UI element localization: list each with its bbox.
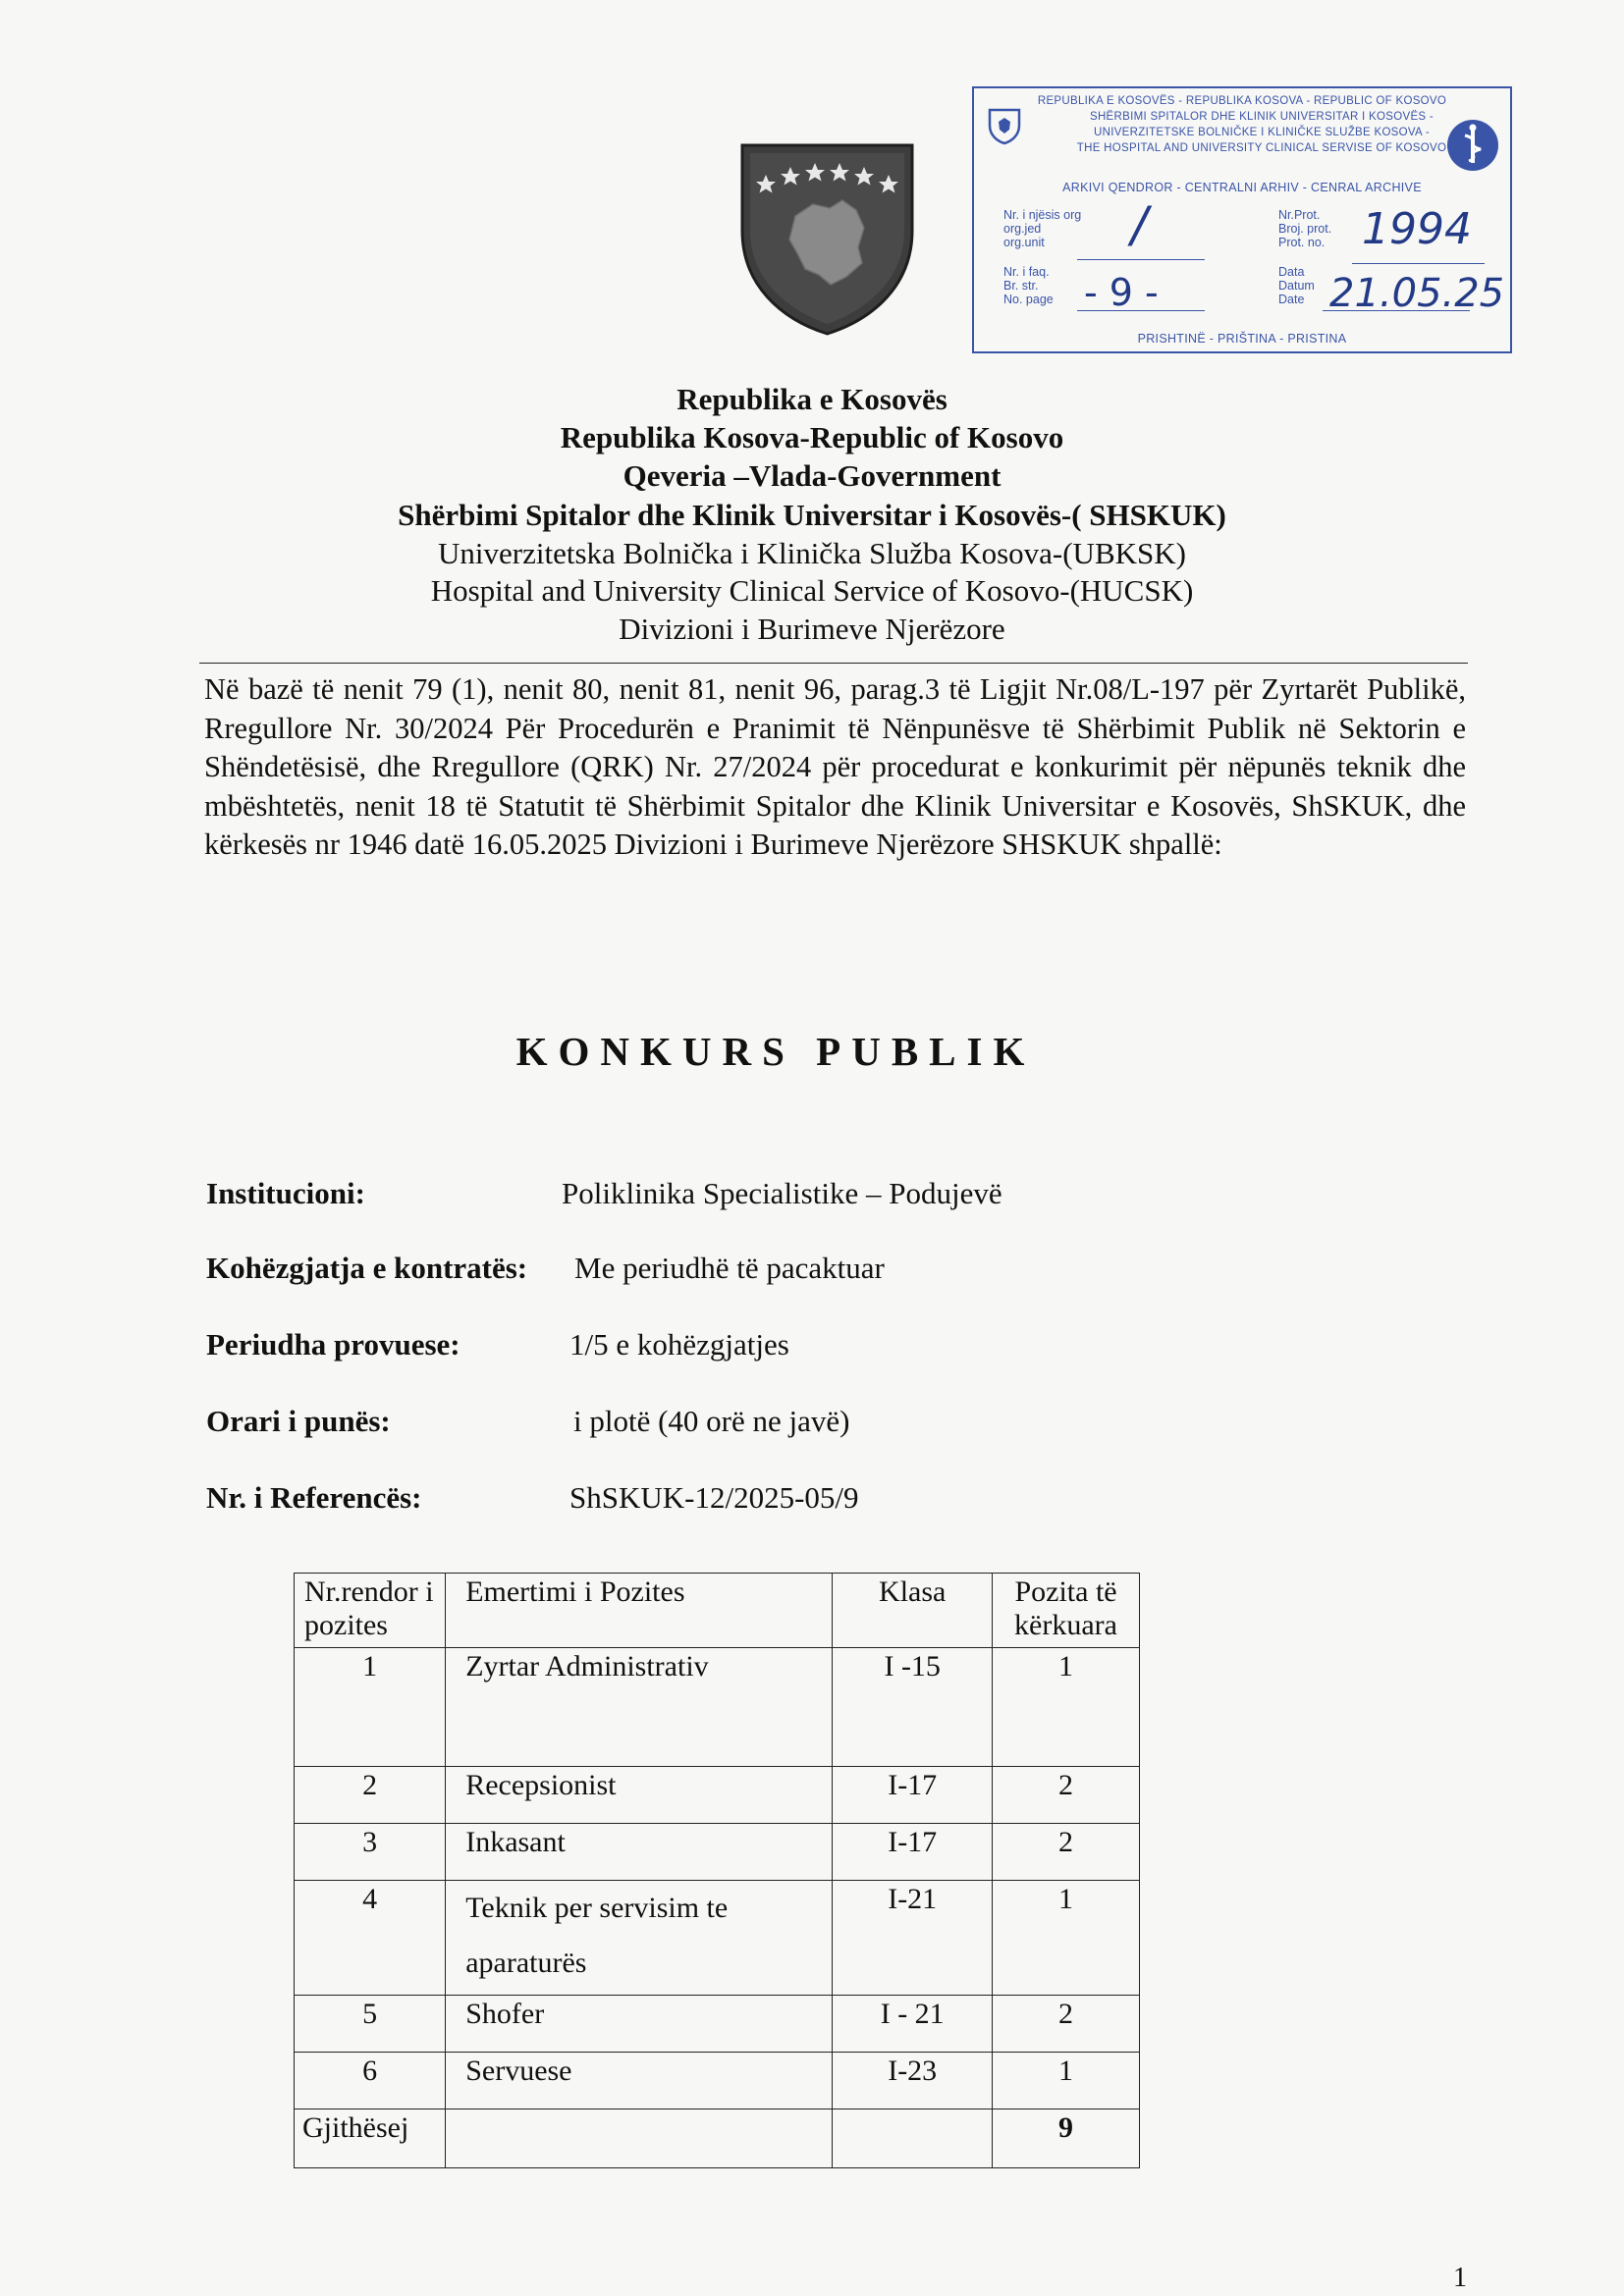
col-header-nr: Nr.rendor i pozites: [295, 1574, 446, 1648]
stamp-page-label-2: Br. str.: [1003, 279, 1039, 293]
stamp-bottom-line: PRISHTINË - PRIŠTINA - PRISTINA: [1137, 332, 1347, 346]
work-hours-label: Orari i punës:: [206, 1404, 391, 1438]
total-label: Gjithësej: [295, 2109, 446, 2168]
stamp-org-label-3: org.unit: [1003, 236, 1045, 249]
total-empty-cell: [833, 2109, 993, 2168]
institution-label: Institucioni:: [206, 1176, 365, 1210]
col-header-count: Pozita të kërkuara: [993, 1574, 1140, 1648]
header-division: Divizioni i Burimeve Njerëzore: [619, 612, 1005, 646]
stamp-date-label-2: Datum: [1278, 279, 1315, 293]
row-nr: 5: [295, 1996, 446, 2053]
row-position-name: Recepsionist: [446, 1767, 833, 1824]
header-government: Qeveria –Vlada-Government: [623, 458, 1001, 493]
row-count: 2: [993, 1824, 1140, 1881]
table-row: [295, 2053, 1140, 2109]
row-class: I -15: [833, 1648, 993, 1767]
stamp-line-1: REPUBLIKA E KOSOVËS - REPUBLIKA KOSOVA - REPUBLIC OF KOSOVO: [1037, 95, 1447, 107]
stamp-emblem-icon: [988, 108, 1021, 145]
stamp-page-label-1: Nr. i faq.: [1003, 265, 1050, 279]
row-class: I-17: [833, 1767, 993, 1824]
row-count: 2: [993, 1767, 1140, 1824]
stamp-prot-underline: [1352, 263, 1485, 264]
header-country: Republika e Kosovës: [677, 382, 947, 416]
reference-value: ShSKUK-12/2025-05/9: [569, 1480, 859, 1515]
stamp-date-label-1: Data: [1278, 265, 1305, 279]
positions-table: [294, 1573, 1140, 2168]
stamp-prot-value: 1994: [1362, 204, 1472, 254]
row-nr: 6: [295, 2053, 446, 2109]
total-value: 9: [993, 2109, 1140, 2168]
medical-caduceus-icon: [1445, 118, 1500, 173]
header-country-translations: Republika Kosova-Republic of Kosovo: [560, 420, 1064, 454]
row-position-name: Shofer: [446, 1996, 833, 2053]
row-nr: 3: [295, 1824, 446, 1881]
row-count: 1: [993, 2053, 1140, 2109]
header-institution-sq: Shërbimi Spitalor dhe Klinik Universitar i Kosovës-( SHSKUK): [398, 498, 1226, 532]
stamp-prot-label-2: Broj. prot.: [1278, 222, 1332, 236]
col-header-name: Emertimi i Pozites: [446, 1574, 833, 1648]
row-nr: 4: [295, 1881, 446, 1996]
stamp-prot-label-1: Nr.Prot.: [1278, 208, 1321, 222]
row-position-name: Zyrtar Administrativ: [446, 1648, 833, 1767]
row-position-name: Inkasant: [446, 1824, 833, 1881]
row-class: I-23: [833, 2053, 993, 2109]
row-position-name-line2: aparaturës: [465, 1947, 587, 1979]
contract-duration-value: Me periudhë të pacaktuar: [574, 1251, 885, 1285]
row-count: 2: [993, 1996, 1140, 2053]
row-position-name: [446, 1881, 833, 1996]
stamp-date-value: 21.05.25: [1329, 271, 1505, 316]
total-empty-cell: [446, 2109, 833, 2168]
table-header-row: [295, 1574, 1140, 1648]
header-institution-en: Hospital and University Clinical Service of Kosovo-(HUCSK): [430, 573, 1194, 608]
row-class: I - 21: [833, 1996, 993, 2053]
row-count: 1: [993, 1881, 1140, 1996]
stamp-line-4: THE HOSPITAL AND UNIVERSITY CLINICAL SERVISE OF KOSOVO: [1076, 142, 1447, 154]
row-position-name: Servuese: [446, 2053, 833, 2109]
stamp-org-value: /: [1131, 196, 1148, 253]
table-row: [295, 1767, 1140, 1824]
table-row: [295, 1824, 1140, 1881]
row-class: I-21: [833, 1881, 993, 1996]
table-row: [295, 1648, 1140, 1767]
work-hours-value: i plotë (40 orë ne javë): [573, 1404, 850, 1438]
stamp-line-3: UNIVERZITETSKE BOLNIČKE I KLINIČKE SLUŽBE KOSOVA -: [1094, 127, 1430, 138]
stamp-prot-label-3: Prot. no.: [1278, 236, 1326, 249]
kosovo-coat-of-arms: [736, 137, 918, 339]
row-nr: 1: [295, 1648, 446, 1767]
col-header-class: Klasa: [833, 1574, 993, 1648]
table-row: [295, 1996, 1140, 2053]
legal-basis-paragraph: Në bazë të nenit 79 (1), nenit 80, nenit 81, nenit 96, parag.3 të Ligjit Nr.08/L-197 për Zyrtarët Publikë, Rregullore Nr. 30/2024 Për Procedurën e Pranimit të Nënpunësve të Shërbimit Publik në Sektorin e Shëndetësisë, dhe Rregullore (QRK) Nr. 27/2024 për procedurat e konkurimit për nëpunës teknik dhe mbështetës, nenit 18 të Statutit të Shërbimit Spitalor dhe Klinik Universitar e Kosovës, ShSKUK, dhe kërkesës nr 1946 datë 16.05.2025 Divizioni i Burimeve Njerëzore SHSKUK shpallë:: [204, 672, 1466, 861]
contract-duration-label: Kohëzgjatja e kontratës:: [206, 1251, 528, 1285]
stamp-org-label-1: Nr. i njësis org: [1003, 208, 1082, 222]
stamp-page-label-3: No. page: [1003, 293, 1054, 306]
stamp-org-underline: [1077, 259, 1205, 260]
probation-value: 1/5 e kohëzgjatjes: [569, 1327, 789, 1362]
row-position-name-line1: Teknik per servisim te: [465, 1892, 729, 1924]
institution-value: Poliklinika Specialistike – Podujevë: [562, 1176, 1002, 1210]
stamp-org-label-2: org.jed: [1003, 222, 1042, 236]
document-title: KONKURS PUBLIK: [515, 1029, 1036, 1074]
probation-label: Periudha provuese:: [206, 1327, 460, 1362]
header-institution-sr: Univerzitetska Bolnička i Klinička Služba Kosova-(UBKSK): [438, 536, 1186, 570]
stamp-date-label-3: Date: [1278, 293, 1305, 306]
header-divider: [199, 663, 1468, 664]
reference-label: Nr. i Referencës:: [206, 1480, 422, 1515]
table-row: [295, 1881, 1140, 1996]
stamp-line-5: ARKIVI QENDROR - CENTRALNI ARHIV - CENRAL ARCHIVE: [1062, 181, 1422, 194]
page-number: 1: [1453, 2263, 1467, 2293]
table-total-row: [295, 2109, 1140, 2168]
stamp-page-value: - 9 -: [1084, 271, 1159, 314]
row-count: 1: [993, 1648, 1140, 1767]
row-class: I-17: [833, 1824, 993, 1881]
row-nr: 2: [295, 1767, 446, 1824]
stamp-line-2: SHËRBIMI SPITALOR DHE KLINIK UNIVERSITAR I KOSOVËS -: [1089, 111, 1435, 123]
archive-stamp: [972, 86, 1512, 353]
